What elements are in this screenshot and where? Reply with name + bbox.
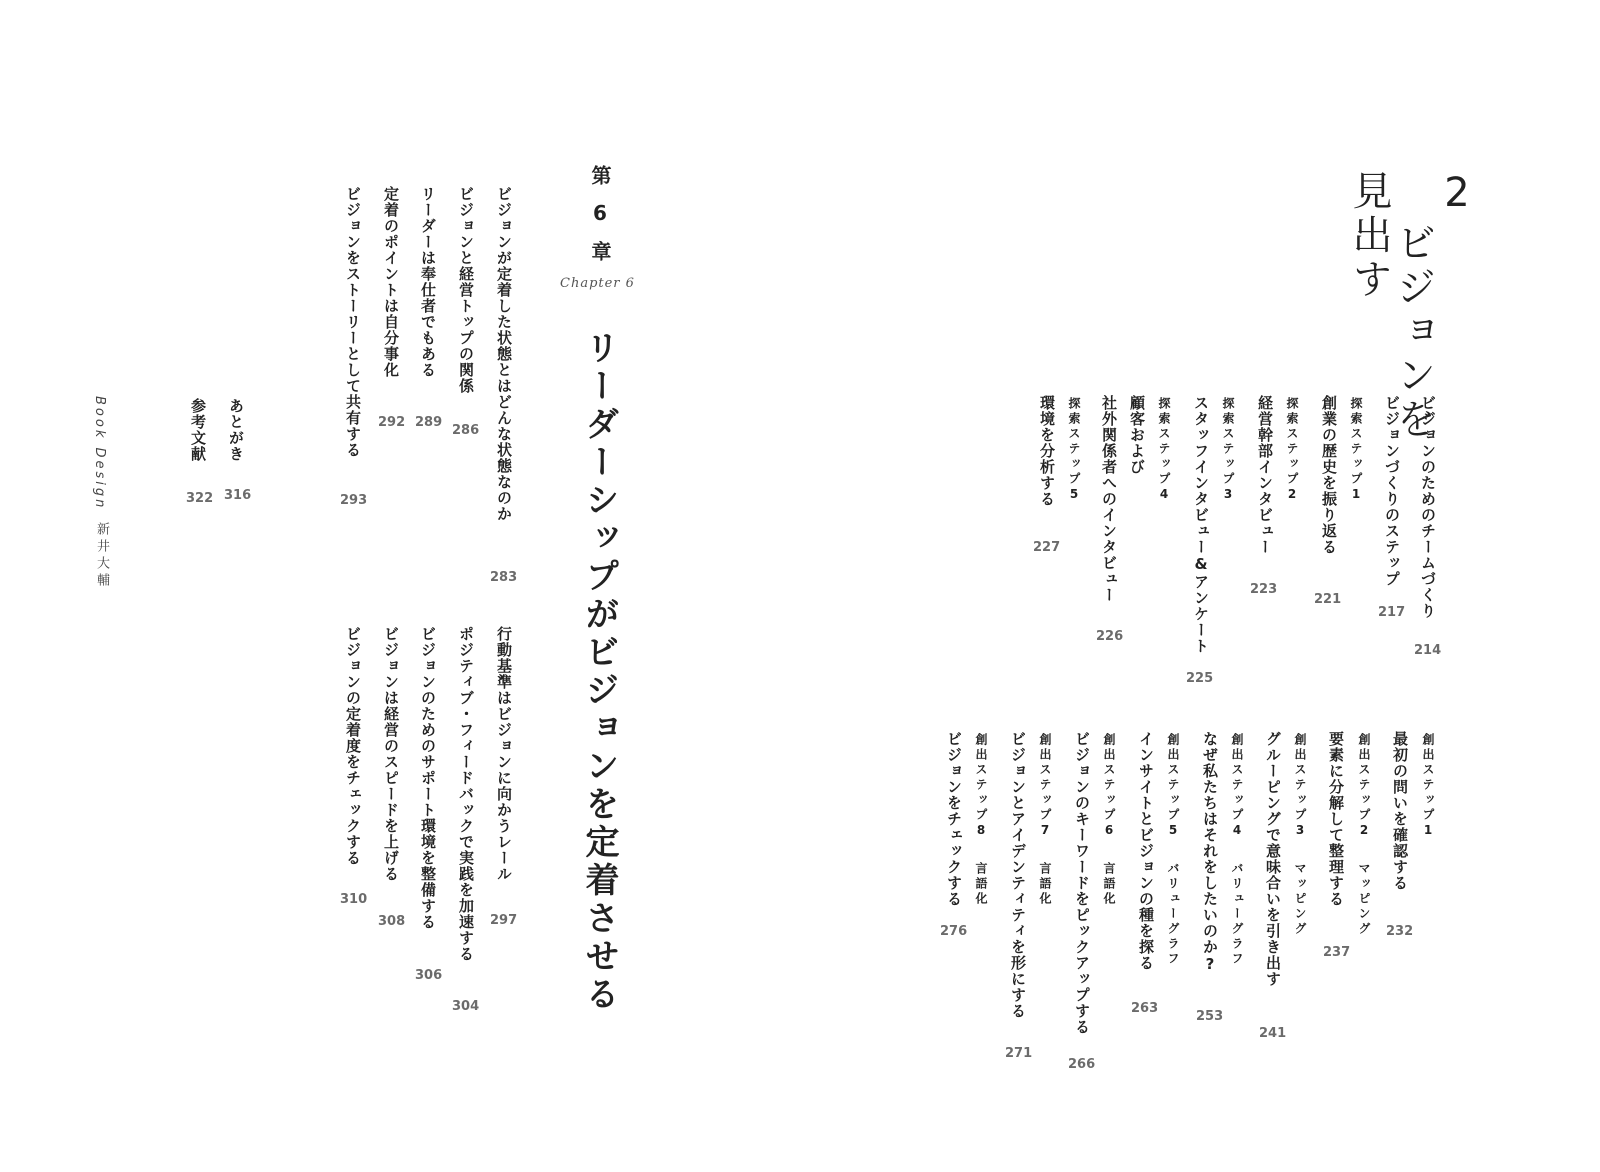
toc-page-number: 266	[1068, 1057, 1096, 1072]
toc-page-number: 214	[1414, 643, 1442, 658]
toc-page-number: 237	[1323, 945, 1351, 960]
toc-kicker: 創出ステップ2	[1357, 733, 1371, 840]
toc-kicker: 探索ステップ4	[1157, 397, 1171, 504]
toc-entry-label[interactable]: あとがき	[227, 398, 245, 462]
toc-entry-label[interactable]: インサイトとビジョンの種を探る	[1137, 731, 1155, 971]
toc-entry-label[interactable]: 環境を分析する	[1038, 395, 1056, 507]
toc-kicker: 創出ステップ7	[1038, 733, 1052, 840]
toc-page-number: 227	[1033, 540, 1061, 555]
toc-entry-label[interactable]: ビジョンのためのサポート環境を整備する	[419, 626, 437, 930]
toc-entry-label[interactable]: 参考文献	[189, 398, 207, 462]
toc-page-number: 308	[378, 914, 406, 929]
toc-entry-label[interactable]: ビジョンの定着度をチェックする	[344, 626, 362, 866]
credit-label: Book Design	[92, 396, 107, 511]
toc-entry-label[interactable]: ビジョンをチェックする	[945, 731, 963, 907]
toc-subtitle: 言語化	[974, 862, 988, 907]
toc-page-number: 316	[224, 488, 252, 503]
toc-page-number: 253	[1196, 1009, 1224, 1024]
toc-page-number: 283	[490, 570, 518, 585]
toc-kicker: 創出ステップ3	[1293, 733, 1307, 840]
toc-page-number: 241	[1259, 1026, 1287, 1041]
toc-page-number: 293	[340, 493, 368, 508]
toc-page-number: 221	[1314, 592, 1342, 607]
toc-entry-label[interactable]: ビジョンのキーワードをピックアップする	[1073, 731, 1091, 1035]
toc-page-number: 217	[1378, 605, 1406, 620]
toc-page-number: 263	[1131, 1001, 1159, 1016]
toc-kicker: 探索ステップ2	[1285, 397, 1299, 504]
toc-kicker: 創出ステップ5	[1166, 733, 1180, 840]
toc-entry-label[interactable]: 行動基準はビジョンに向かうレール	[495, 626, 513, 882]
toc-page-number: 223	[1250, 582, 1278, 597]
toc-page-number: 276	[940, 924, 968, 939]
toc-entry-label[interactable]: 創業の歴史を振り返る	[1320, 395, 1338, 555]
chapter-title: リーダーシップがビジョンを定着させる	[579, 330, 619, 1014]
toc-entry-label[interactable]: リーダーは奉仕者でもある	[419, 186, 437, 378]
toc-page-number: 322	[186, 491, 214, 506]
toc-page-number: 232	[1386, 924, 1414, 939]
toc-entry-label[interactable]: スタッフインタビュー&アンケート	[1192, 395, 1210, 654]
toc-entry-label[interactable]: 経営幹部インタビュー	[1256, 395, 1274, 555]
toc-kicker: 創出ステップ4	[1230, 733, 1244, 840]
toc-entry-label[interactable]: ビジョンをストーリーとして共有する	[344, 186, 362, 458]
toc-subtitle: 言語化	[1102, 862, 1116, 907]
toc-kicker: 創出ステップ1	[1421, 733, 1435, 840]
chapter-label: 第6章	[588, 165, 612, 277]
chapter-english: Chapter 6	[560, 276, 635, 291]
toc-entry-label[interactable]: 要素に分解して整理する	[1327, 731, 1345, 907]
credit-name: 新井大輔	[94, 522, 109, 590]
toc-entry-label[interactable]: ビジョンと経営トップの関係	[457, 186, 475, 394]
toc-entry-label[interactable]: 顧客および	[1128, 395, 1146, 475]
toc-subtitle: 言語化	[1038, 862, 1052, 907]
toc-kicker: 創出ステップ8	[974, 733, 988, 840]
toc-entry-label[interactable]: ビジョンとアイデンティティを形にする	[1009, 731, 1027, 1019]
toc-page-number: 297	[490, 913, 518, 928]
toc-entry-label[interactable]: ビジョンづくりのステップ	[1383, 395, 1401, 587]
toc-kicker: 探索ステップ3	[1221, 397, 1235, 504]
toc-page-number: 310	[340, 892, 368, 907]
toc-kicker: 創出ステップ6	[1102, 733, 1116, 840]
toc-entry-label[interactable]: ビジョンは経営のスピードを上げる	[382, 626, 400, 882]
part-title-line1: ビジョンを	[1390, 222, 1436, 442]
toc-kicker: 探索ステップ1	[1349, 397, 1363, 504]
toc-subtitle: マッピング	[1357, 862, 1371, 937]
toc-entry-label[interactable]: なぜ私たちはそれをしたいのか?	[1201, 731, 1219, 974]
toc-page-number: 225	[1186, 671, 1214, 686]
toc-kicker: 探索ステップ5	[1067, 397, 1081, 504]
toc-page-number: 292	[378, 415, 406, 430]
toc-page-number: 304	[452, 999, 480, 1014]
toc-subtitle: バリューグラフ	[1230, 862, 1244, 967]
toc-entry-label[interactable]: ビジョンが定着した状態とはどんな状態なのか	[495, 186, 513, 522]
toc-entry-label[interactable]: 最初の問いを確認する	[1391, 731, 1409, 891]
part-number: 2	[1434, 170, 1480, 216]
toc-entry-label-line2[interactable]: 社外関係者へのインタビュー	[1100, 395, 1118, 603]
toc-page-number: 271	[1005, 1046, 1033, 1061]
toc-entry-label[interactable]: ポジティブ・フィードバックで実践を加速する	[457, 626, 475, 962]
part-title-line2: 見出す	[1346, 170, 1392, 302]
toc-entry-label[interactable]: グルーピングで意味合いを引き出す	[1264, 731, 1282, 987]
toc-entry-label[interactable]: 定着のポイントは自分事化	[382, 186, 400, 378]
toc-page-number: 226	[1096, 629, 1124, 644]
toc-subtitle: マッピング	[1293, 862, 1307, 937]
toc-page-number: 286	[452, 423, 480, 438]
toc-page-number: 289	[415, 415, 443, 430]
toc-page-number: 306	[415, 968, 443, 983]
toc-subtitle: バリューグラフ	[1166, 862, 1180, 967]
toc-entry-label[interactable]: ビジョンのためのチームづくり	[1419, 395, 1437, 619]
